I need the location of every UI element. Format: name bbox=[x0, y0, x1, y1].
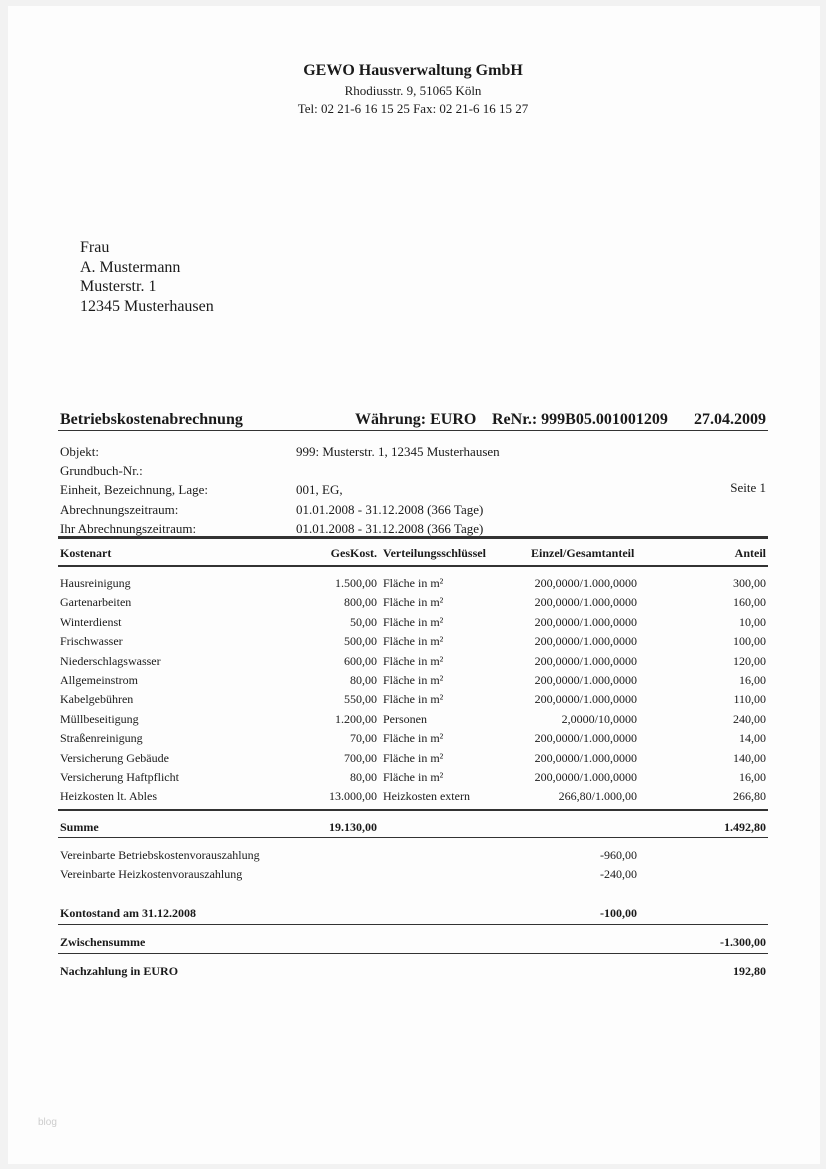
table-row bbox=[0, 576, 826, 594]
total-cost: 1.500,00 bbox=[335, 576, 377, 590]
invoice-number: ReNr.: 999B05.001001209 bbox=[492, 411, 668, 428]
recipient-line: A. Mustermann bbox=[80, 258, 181, 276]
subtotal-label: Zwischensumme bbox=[60, 935, 146, 949]
cost-type: Versicherung Haftpflicht bbox=[60, 770, 179, 784]
total-cost: 80,00 bbox=[350, 673, 377, 687]
page-number: Seite 1 bbox=[730, 480, 766, 495]
allocation-key: Fläche in m² bbox=[383, 653, 444, 668]
share-amount: 110,00 bbox=[733, 692, 766, 707]
total-cost: 1.200,00 bbox=[335, 711, 377, 726]
share-amount: 100,00 bbox=[733, 634, 766, 649]
currency: Währung: EURO bbox=[355, 411, 477, 428]
cost-type: Niederschlagswasser bbox=[60, 653, 161, 668]
share-amount: 266,80 bbox=[733, 789, 766, 804]
total-cost: 80,00 bbox=[350, 770, 377, 784]
recipient-line: Frau bbox=[80, 239, 110, 256]
info-label: Abrechnungszeitraum: bbox=[60, 501, 179, 517]
share-ratio: 200,0000/1.000,0000 bbox=[534, 692, 637, 707]
divider bbox=[58, 809, 768, 811]
info-label: Einheit, Bezeichnung, Lage: bbox=[60, 482, 209, 498]
payment-due-value: 192,80 bbox=[733, 964, 766, 978]
document-title: Betriebskostenabrechnung bbox=[60, 411, 243, 428]
total-cost: 800,00 bbox=[344, 595, 377, 610]
info-label: Ihr Abrechnungszeitraum: bbox=[60, 520, 197, 536]
cost-type: Hausreinigung bbox=[60, 576, 131, 590]
cost-type: Winterdienst bbox=[60, 614, 122, 629]
share-ratio: 266,80/1.000,00 bbox=[558, 789, 637, 804]
share-ratio: 200,0000/1.000,0000 bbox=[534, 770, 637, 784]
recipient-line: 12345 Musterhausen bbox=[80, 297, 214, 315]
share-amount: 300,00 bbox=[733, 576, 766, 590]
info-value bbox=[296, 461, 500, 480]
table-row bbox=[0, 673, 826, 691]
company-contact: Tel: 02 21-6 16 15 25 Fax: 02 21-6 16 15 27 bbox=[297, 101, 529, 116]
table-header bbox=[0, 546, 826, 564]
allocation-key: Fläche in m² bbox=[383, 731, 444, 746]
table-row bbox=[0, 654, 826, 672]
total-cost: 500,00 bbox=[344, 634, 377, 649]
table-row bbox=[0, 751, 826, 769]
cost-type: Gartenarbeiten bbox=[60, 595, 132, 610]
total-cost: 700,00 bbox=[344, 750, 377, 765]
divider bbox=[58, 924, 768, 925]
column-header: Einzel/Gesamtanteil bbox=[531, 546, 635, 560]
total-cost: 50,00 bbox=[350, 614, 377, 629]
share-amount: 240,00 bbox=[733, 711, 766, 726]
company-address: Rhodiusstr. 9, 51065 Köln bbox=[344, 83, 482, 98]
divider bbox=[58, 565, 768, 567]
prepayment-label: Vereinbarte Heizkostenvorauszahlung bbox=[60, 867, 243, 881]
share-amount: 14,00 bbox=[739, 731, 766, 746]
recipient-line: Musterstr. 1 bbox=[80, 278, 157, 295]
prepayment-label: Vereinbarte Betriebskostenvorauszahlung bbox=[60, 848, 260, 862]
payment-due-label: Nachzahlung in EURO bbox=[60, 964, 179, 978]
cost-type: Versicherung Gebäude bbox=[60, 750, 169, 765]
allocation-key: Fläche in m² bbox=[383, 750, 444, 765]
info-value: 001, EG, bbox=[296, 482, 343, 498]
sum-row bbox=[0, 820, 826, 838]
divider bbox=[58, 430, 768, 431]
balance-value: -100,00 bbox=[600, 906, 637, 920]
share-amount: 16,00 bbox=[739, 673, 766, 687]
allocation-key: Fläche in m² bbox=[383, 595, 444, 610]
info-value: 01.01.2008 - 31.12.2008 (366 Tage) bbox=[296, 501, 484, 517]
share-ratio: 200,0000/1.000,0000 bbox=[534, 614, 637, 629]
cost-type: Allgemeinstrom bbox=[60, 673, 138, 687]
allocation-key: Fläche in m² bbox=[383, 692, 444, 707]
column-header: Verteilungsschlüssel bbox=[383, 546, 486, 560]
table-row bbox=[0, 615, 826, 633]
share-ratio: 2,0000/10,0000 bbox=[561, 711, 637, 726]
table-row bbox=[0, 634, 826, 652]
company-name: GEWO Hausverwaltung GmbH bbox=[303, 62, 523, 79]
share-ratio: 200,0000/1.000,0000 bbox=[534, 750, 637, 765]
recipient-address bbox=[80, 238, 214, 316]
cost-type: Frischwasser bbox=[60, 634, 123, 649]
table-row bbox=[0, 789, 826, 807]
cost-type: Müllbeseitigung bbox=[60, 711, 139, 726]
sum-total: 19.130,00 bbox=[329, 820, 377, 834]
allocation-key: Fläche in m² bbox=[383, 770, 444, 784]
info-label: Objekt: bbox=[60, 444, 99, 459]
allocation-key: Heizkosten extern bbox=[383, 789, 470, 804]
column-header: Kostenart bbox=[60, 546, 112, 560]
info-value: 999: Musterstr. 1, 12345 Musterhausen bbox=[296, 444, 500, 459]
prepayment-row bbox=[0, 848, 826, 866]
info-labels bbox=[60, 442, 208, 538]
table-row bbox=[0, 595, 826, 613]
allocation-key: Personen bbox=[383, 711, 427, 726]
allocation-key: Fläche in m² bbox=[383, 576, 444, 590]
allocation-key: Fläche in m² bbox=[383, 673, 444, 687]
table-row bbox=[0, 770, 826, 788]
prepayment-value: -960,00 bbox=[600, 848, 637, 862]
divider bbox=[58, 953, 768, 954]
info-values bbox=[296, 442, 500, 538]
payment-due-row bbox=[0, 964, 826, 982]
share-amount: 160,00 bbox=[733, 595, 766, 610]
column-header: Anteil bbox=[734, 546, 766, 560]
allocation-key: Fläche in m² bbox=[383, 634, 444, 649]
share-ratio: 200,0000/1.000,0000 bbox=[534, 731, 637, 746]
table-row bbox=[0, 731, 826, 749]
table-row bbox=[0, 692, 826, 710]
share-ratio: 200,0000/1.000,0000 bbox=[534, 653, 637, 668]
cost-type: Kabelgebühren bbox=[60, 692, 134, 707]
divider bbox=[58, 536, 768, 539]
total-cost: 13.000,00 bbox=[329, 789, 377, 804]
prepayment-value: -240,00 bbox=[600, 867, 637, 881]
prepayment-row bbox=[0, 867, 826, 885]
balance-row bbox=[0, 906, 826, 924]
share-ratio: 200,0000/1.000,0000 bbox=[534, 595, 637, 610]
info-value: 01.01.2008 - 31.12.2008 (366 Tage) bbox=[296, 520, 484, 536]
share-amount: 10,00 bbox=[739, 614, 766, 629]
balance-label: Kontostand am 31.12.2008 bbox=[60, 906, 197, 920]
share-amount: 16,00 bbox=[739, 770, 766, 784]
share-amount: 140,00 bbox=[733, 750, 766, 765]
total-cost: 70,00 bbox=[350, 731, 377, 746]
divider bbox=[58, 837, 768, 838]
share-ratio: 200,0000/1.000,0000 bbox=[534, 576, 637, 590]
allocation-key: Fläche in m² bbox=[383, 614, 444, 629]
column-header: GesKost. bbox=[330, 546, 377, 560]
total-cost: 550,00 bbox=[344, 692, 377, 707]
total-cost: 600,00 bbox=[344, 653, 377, 668]
subtotal-row bbox=[0, 935, 826, 953]
share-ratio: 200,0000/1.000,0000 bbox=[534, 673, 637, 687]
info-label: Grundbuch-Nr.: bbox=[60, 463, 143, 479]
subtotal-value: -1.300,00 bbox=[720, 935, 766, 949]
table-row bbox=[0, 712, 826, 730]
cost-type: Heizkosten lt. Ables bbox=[60, 789, 157, 804]
invoice-date: 27.04.2009 bbox=[694, 411, 766, 428]
sum-share: 1.492,80 bbox=[724, 820, 766, 834]
share-ratio: 200,0000/1.000,0000 bbox=[534, 634, 637, 649]
sum-label: Summe bbox=[60, 820, 99, 834]
share-amount: 120,00 bbox=[733, 653, 766, 668]
cost-type: Straßenreinigung bbox=[60, 731, 143, 746]
watermark: blog bbox=[38, 1117, 57, 1128]
